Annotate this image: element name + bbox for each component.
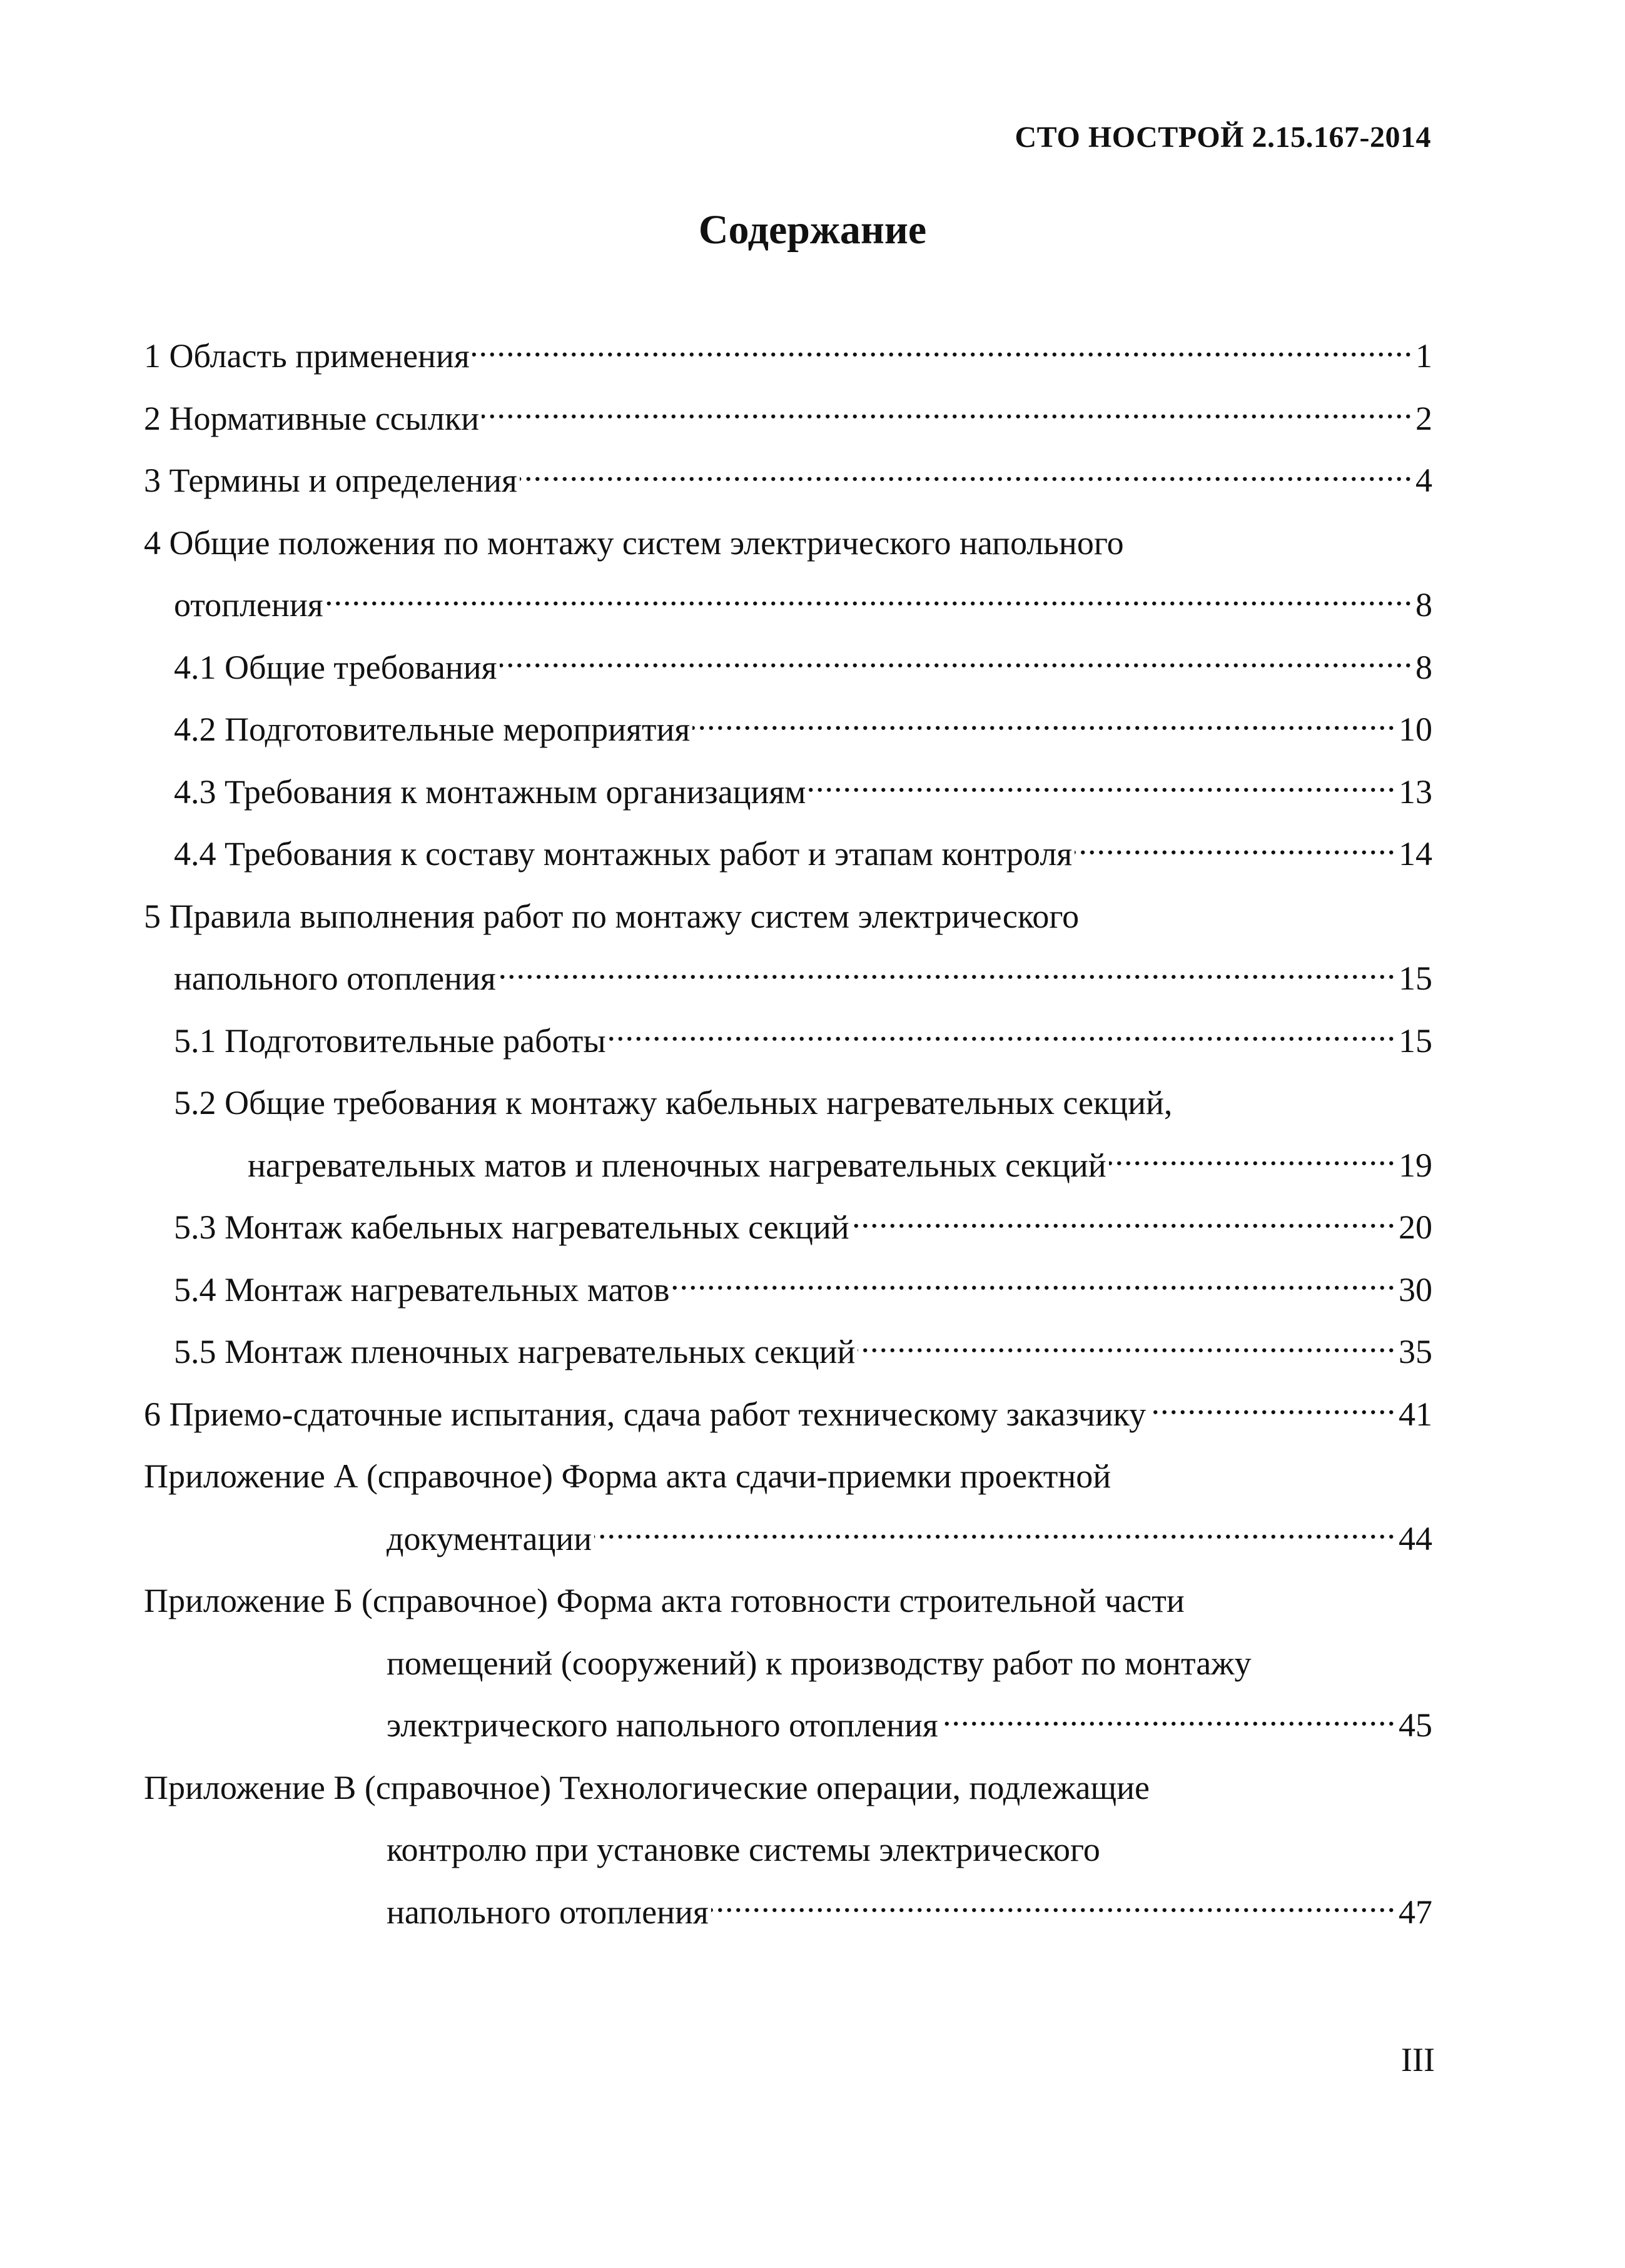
toc-entry-text: 6 Приемо-сдаточные испытания, сдача работ техническому заказчику bbox=[144, 1395, 1147, 1433]
toc-entry-text: отопления bbox=[174, 586, 323, 624]
toc-entry-appendix-b-continuation-1[interactable] bbox=[144, 1633, 1432, 1695]
dot-leader bbox=[672, 1263, 1396, 1301]
dot-leader bbox=[852, 1201, 1396, 1238]
toc-entry-text: контролю при установке системы электрического bbox=[387, 1831, 1100, 1868]
toc-page-number: 44 bbox=[1399, 1519, 1432, 1557]
toc-entry-text: 5.4 Монтаж нагревательных матов bbox=[174, 1270, 670, 1309]
toc-entry-text: Приложение Б (справочное) Форма акта готовности строительной части bbox=[144, 1582, 1185, 1619]
toc-entry-text: 5 Правила выполнения работ по монтажу систем электрического bbox=[144, 897, 1080, 935]
dot-leader bbox=[609, 1015, 1396, 1052]
toc-entry-text: Приложение А (справочное) Форма акта сдачи-приемки проектной bbox=[144, 1457, 1111, 1495]
page-title: Содержание bbox=[698, 207, 927, 253]
toc-entry-4-continuation[interactable] bbox=[144, 574, 1432, 637]
toc-page-number: 20 bbox=[1399, 1208, 1432, 1246]
toc-entry-5[interactable] bbox=[144, 886, 1432, 948]
toc-page-number: 1 bbox=[1415, 337, 1432, 375]
toc-entry-5-1[interactable] bbox=[144, 1010, 1432, 1073]
toc-entry-text: электрического напольного отопления bbox=[387, 1706, 938, 1744]
toc-entry-6[interactable] bbox=[144, 1384, 1432, 1446]
toc-entry-4-4[interactable] bbox=[144, 823, 1432, 886]
toc-entry-5-5[interactable] bbox=[144, 1321, 1432, 1384]
toc-entry-appendix-a[interactable] bbox=[144, 1445, 1432, 1508]
toc-entry-appendix-b-continuation-2[interactable] bbox=[144, 1694, 1432, 1757]
toc-page-number: 14 bbox=[1399, 835, 1432, 873]
dot-leader bbox=[594, 1512, 1396, 1550]
toc-entry-4-2[interactable] bbox=[144, 699, 1432, 761]
toc-page-number: 8 bbox=[1415, 586, 1432, 624]
dot-leader bbox=[482, 392, 1413, 430]
toc-entry-text: 4.3 Требования к монтажным организациям bbox=[174, 772, 806, 811]
toc-entry-5-2[interactable] bbox=[144, 1072, 1432, 1135]
toc-entry-4-1[interactable] bbox=[144, 637, 1432, 699]
page-number: III bbox=[1401, 2041, 1435, 2078]
table-of-contents bbox=[144, 325, 1432, 1943]
toc-page-number: 4 bbox=[1415, 462, 1432, 499]
dot-leader bbox=[858, 1325, 1396, 1363]
toc-entry-text: 5.5 Монтаж пленочных нагревательных секций bbox=[174, 1333, 856, 1370]
toc-entry-text: 4.4 Требования к составу монтажных работ и этапам контроля bbox=[174, 835, 1073, 873]
toc-page-number: 35 bbox=[1399, 1333, 1432, 1370]
toc-page-number: 15 bbox=[1399, 1021, 1432, 1060]
toc-entry-appendix-a-continuation[interactable] bbox=[144, 1508, 1432, 1571]
toc-entry-text: Приложение В (справочное) Технологические операции, подлежащие bbox=[144, 1768, 1150, 1806]
toc-page-number: 15 bbox=[1399, 959, 1432, 997]
dot-leader bbox=[326, 579, 1413, 616]
toc-entry-text: 2 Нормативные ссылки bbox=[144, 399, 479, 437]
toc-entry-text: 3 Термины и определения bbox=[144, 462, 517, 499]
dot-leader bbox=[520, 454, 1413, 492]
toc-page-number: 19 bbox=[1399, 1146, 1432, 1184]
toc-entry-text: 4.2 Подготовительные мероприятия bbox=[174, 711, 691, 748]
toc-entry-text: 5.3 Монтаж кабельных нагревательных секций bbox=[174, 1208, 849, 1246]
dot-leader bbox=[500, 641, 1413, 679]
dot-leader bbox=[1148, 1388, 1396, 1425]
toc-page-number: 2 bbox=[1415, 399, 1432, 437]
toc-entry-text: 5.1 Подготовительные работы bbox=[174, 1021, 606, 1060]
toc-entry-text: документации bbox=[387, 1519, 592, 1557]
dot-leader bbox=[941, 1699, 1396, 1736]
toc-page-number: 8 bbox=[1415, 648, 1432, 686]
toc-page-number: 45 bbox=[1399, 1706, 1432, 1744]
toc-entry-text: помещений (сооружений) к производству работ по монтажу bbox=[387, 1644, 1252, 1682]
toc-entry-5-3[interactable] bbox=[144, 1197, 1432, 1259]
toc-page-number: 47 bbox=[1399, 1893, 1432, 1931]
toc-entry-text: напольного отопления bbox=[174, 959, 496, 997]
dot-leader bbox=[711, 1886, 1396, 1923]
toc-entry-text: нагревательных матов и пленочных нагревательных секций bbox=[248, 1146, 1106, 1184]
toc-entry-text: 1 Область применения bbox=[144, 337, 470, 375]
toc-entry-appendix-v-continuation-2[interactable] bbox=[144, 1881, 1432, 1944]
toc-entry-1[interactable] bbox=[144, 325, 1432, 388]
toc-entry-appendix-b[interactable] bbox=[144, 1570, 1432, 1633]
dot-leader bbox=[692, 703, 1396, 741]
toc-entry-text: 4.1 Общие требования bbox=[174, 648, 497, 686]
toc-entry-5-continuation[interactable] bbox=[144, 948, 1432, 1010]
toc-entry-text: 5.2 Общие требования к монтажу кабельных нагревательных секций, bbox=[174, 1084, 1173, 1121]
toc-entry-4-3[interactable] bbox=[144, 761, 1432, 824]
dot-leader bbox=[808, 766, 1396, 803]
toc-entry-5-4[interactable] bbox=[144, 1259, 1432, 1322]
toc-page-number: 10 bbox=[1399, 711, 1432, 748]
toc-entry-text: напольного отопления bbox=[387, 1893, 709, 1931]
toc-entry-5-2-continuation[interactable] bbox=[144, 1135, 1432, 1197]
toc-page-number: 13 bbox=[1399, 772, 1432, 811]
dot-leader bbox=[499, 952, 1396, 990]
toc-page-number: 41 bbox=[1399, 1395, 1432, 1433]
toc-entry-4[interactable] bbox=[144, 512, 1432, 575]
dot-leader bbox=[472, 330, 1413, 367]
document-code: СТО НОСТРОЙ 2.15.167-2014 bbox=[1015, 121, 1431, 154]
toc-entry-3[interactable] bbox=[144, 450, 1432, 512]
dot-leader bbox=[1109, 1139, 1396, 1177]
toc-entry-2[interactable] bbox=[144, 388, 1432, 450]
toc-entry-text: 4 Общие положения по монтажу систем электрического напольного bbox=[144, 524, 1124, 562]
toc-entry-appendix-v[interactable] bbox=[144, 1757, 1432, 1820]
dot-leader bbox=[1075, 828, 1396, 865]
toc-page-number: 30 bbox=[1399, 1270, 1432, 1309]
toc-entry-appendix-v-continuation-1[interactable] bbox=[144, 1819, 1432, 1881]
